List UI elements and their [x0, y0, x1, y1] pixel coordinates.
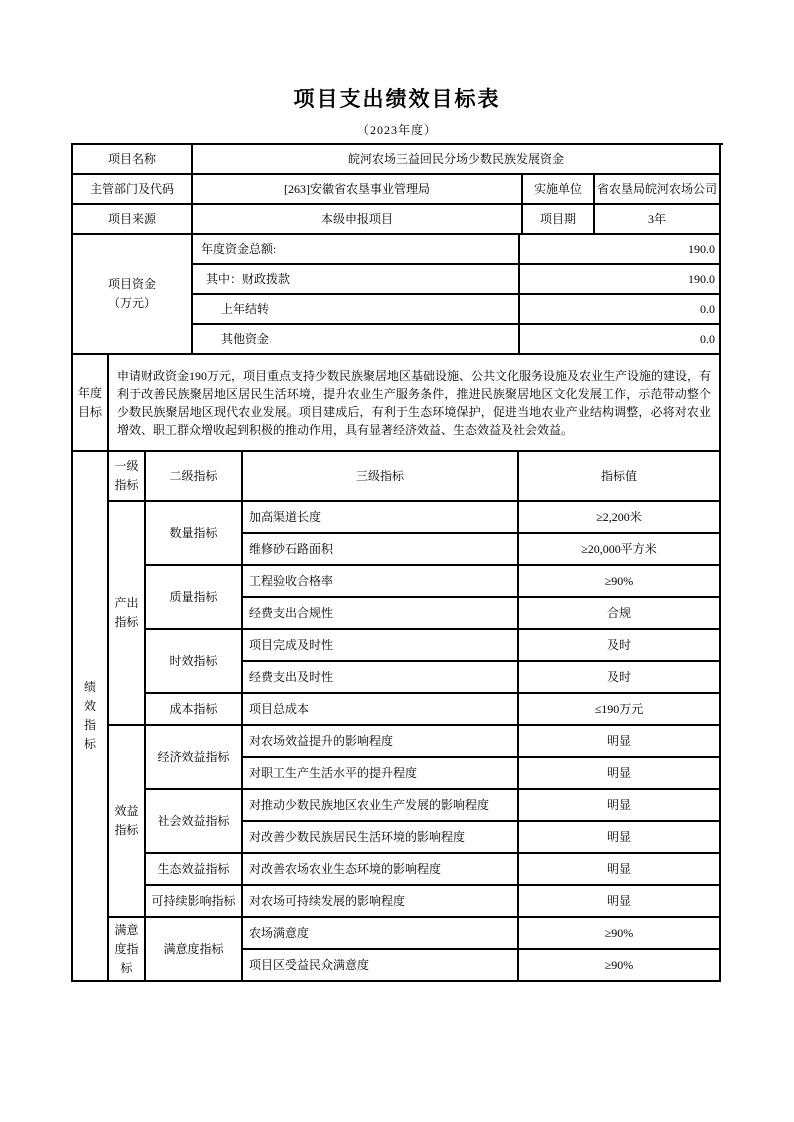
project-name-label: 项目名称 [73, 145, 193, 175]
funds-row-value: 190.0 [520, 265, 721, 295]
funds-label-text: 项目资金（万元） [107, 277, 156, 310]
funds-row-name: 其他资金 [193, 325, 520, 355]
indicator-value: 及时 [519, 630, 721, 662]
indicator-l3: 对职工生产生活水平的提升程度 [243, 758, 519, 790]
table-row [73, 175, 721, 205]
level1-output [109, 502, 146, 726]
dept-value: [263]安徽省农垦事业管理局 [193, 175, 523, 205]
funds-row-name: 上年结转 [193, 295, 520, 325]
performance-target-table [71, 143, 723, 982]
impl-unit-label: 实施单位 [523, 175, 595, 205]
level2-social: 社会效益指标 [146, 790, 243, 854]
annual-goal-text: 申请财政资金190万元，项目重点支持少数民族聚居地区基础设施、公共文化服务设施及农业生产设施的建设，有利于改善民族聚居地区居民生活环境，提升农业生产服务条件，推进民族聚居地区文化发展工作，示范带动整个少数民族聚居地区现代农业发展。项目建成后，有利于生态环境保护，促进当地农业产业结构调整，必将对农业增效、职工群众增收起到积极的推动作用，具有显著经济效益、生态效益及社会效益。 [109, 355, 721, 452]
indicator-row [73, 502, 721, 534]
indicators-header-row [73, 452, 721, 502]
indicator-l3: 经费支出及时性 [243, 662, 519, 694]
indicators-table [73, 452, 721, 982]
indicator-l3: 项目完成及时性 [243, 630, 519, 662]
indicator-value: 明显 [519, 854, 721, 886]
indicator-row [73, 790, 721, 822]
indicator-l3: 加高渠道长度 [243, 502, 519, 534]
period-value: 3年 [595, 205, 721, 235]
level2-cost: 成本指标 [146, 694, 243, 726]
indicator-value: 明显 [519, 726, 721, 758]
indicator-l3: 对改善农场农业生态环境的影响程度 [243, 854, 519, 886]
indicator-l3: 对推动少数民族地区农业生产发展的影响程度 [243, 790, 519, 822]
indicator-l3: 工程验收合格率 [243, 566, 519, 598]
level2-quality: 质量指标 [146, 566, 243, 630]
level2-ecological: 生态效益指标 [146, 854, 243, 886]
header-value: 指标值 [519, 452, 721, 502]
annual-goal-label-text: 年度目标 [77, 385, 102, 419]
indicator-row [73, 630, 721, 662]
funds-label [73, 235, 193, 355]
indicator-value: ≥2,200米 [519, 502, 721, 534]
header-level1-text: 一级指标 [114, 459, 139, 492]
level1-output-text: 产出指标 [114, 596, 139, 629]
indicator-value: 明显 [519, 886, 721, 918]
indicator-row [73, 694, 721, 726]
source-value: 本级申报项目 [193, 205, 523, 235]
level2-economic: 经济效益指标 [146, 726, 243, 790]
indicator-row [73, 886, 721, 918]
indicator-value: ≤190万元 [519, 694, 721, 726]
indicators-side-label-text: 绩效指标 [83, 680, 96, 751]
indicator-value: 明显 [519, 822, 721, 854]
indicator-value: 及时 [519, 662, 721, 694]
indicator-row [73, 918, 721, 950]
level2-quantity: 数量指标 [146, 502, 243, 566]
page-subtitle: （2023年度） [356, 123, 437, 137]
funds-row-value: 190.0 [520, 235, 721, 265]
funds-row-value: 0.0 [520, 295, 721, 325]
indicator-l3: 对农场效益提升的影响程度 [243, 726, 519, 758]
table-row [73, 205, 721, 235]
indicator-value: ≥20,000平方米 [519, 534, 721, 566]
indicator-l3: 经费支出合规性 [243, 598, 519, 630]
header-level3: 三级指标 [243, 452, 519, 502]
level1-benefit-text: 效益指标 [114, 804, 139, 837]
project-name-value: 皖河农场三益回民分场少数民族发展资金 [193, 145, 721, 175]
level1-satisfaction [109, 918, 146, 982]
indicator-value: ≥90% [519, 918, 721, 950]
indicator-value: ≥90% [519, 950, 721, 982]
indicator-l3: 维修砂石路面积 [243, 534, 519, 566]
indicator-l3: 对改善少数民族居民生活环境的影响程度 [243, 822, 519, 854]
level1-satisfaction-text: 满意度指标 [114, 922, 139, 975]
source-label: 项目来源 [73, 205, 193, 235]
project-info-table [73, 145, 721, 235]
indicator-l3: 项目总成本 [243, 694, 519, 726]
indicator-l3: 项目区受益民众满意度 [243, 950, 519, 982]
annual-goal-label [73, 355, 109, 452]
level2-sustainability: 可持续影响指标 [146, 886, 243, 918]
header-level1 [109, 452, 146, 502]
indicator-value: ≥90% [519, 566, 721, 598]
indicator-l3: 对农场可持续发展的影响程度 [243, 886, 519, 918]
page-title: 项目支出绩效目标表 [293, 87, 501, 111]
level1-benefit [109, 726, 146, 918]
indicator-value: 明显 [519, 758, 721, 790]
funds-row-value: 0.0 [520, 325, 721, 355]
indicator-row [73, 566, 721, 598]
period-label: 项目期 [523, 205, 595, 235]
annual-goal-table [73, 355, 721, 452]
table-row [73, 145, 721, 175]
table-row [73, 235, 721, 265]
level2-timeliness: 时效指标 [146, 630, 243, 694]
level2-satisfaction: 满意度指标 [146, 918, 243, 982]
indicator-value: 合规 [519, 598, 721, 630]
funds-row-name: 年度资金总额: [193, 235, 520, 265]
dept-label: 主管部门及代码 [73, 175, 193, 205]
funds-row-name: 其中：财政拨款 [193, 265, 520, 295]
table-row [73, 355, 721, 452]
impl-unit-value: 省农垦局皖河农场公司 [595, 175, 721, 205]
indicator-l3: 农场满意度 [243, 918, 519, 950]
indicator-value: 明显 [519, 790, 721, 822]
project-funds-table [73, 235, 721, 355]
indicator-row [73, 854, 721, 886]
header-level2: 二级指标 [146, 452, 243, 502]
indicator-row [73, 726, 721, 758]
indicators-side-label [73, 452, 109, 982]
